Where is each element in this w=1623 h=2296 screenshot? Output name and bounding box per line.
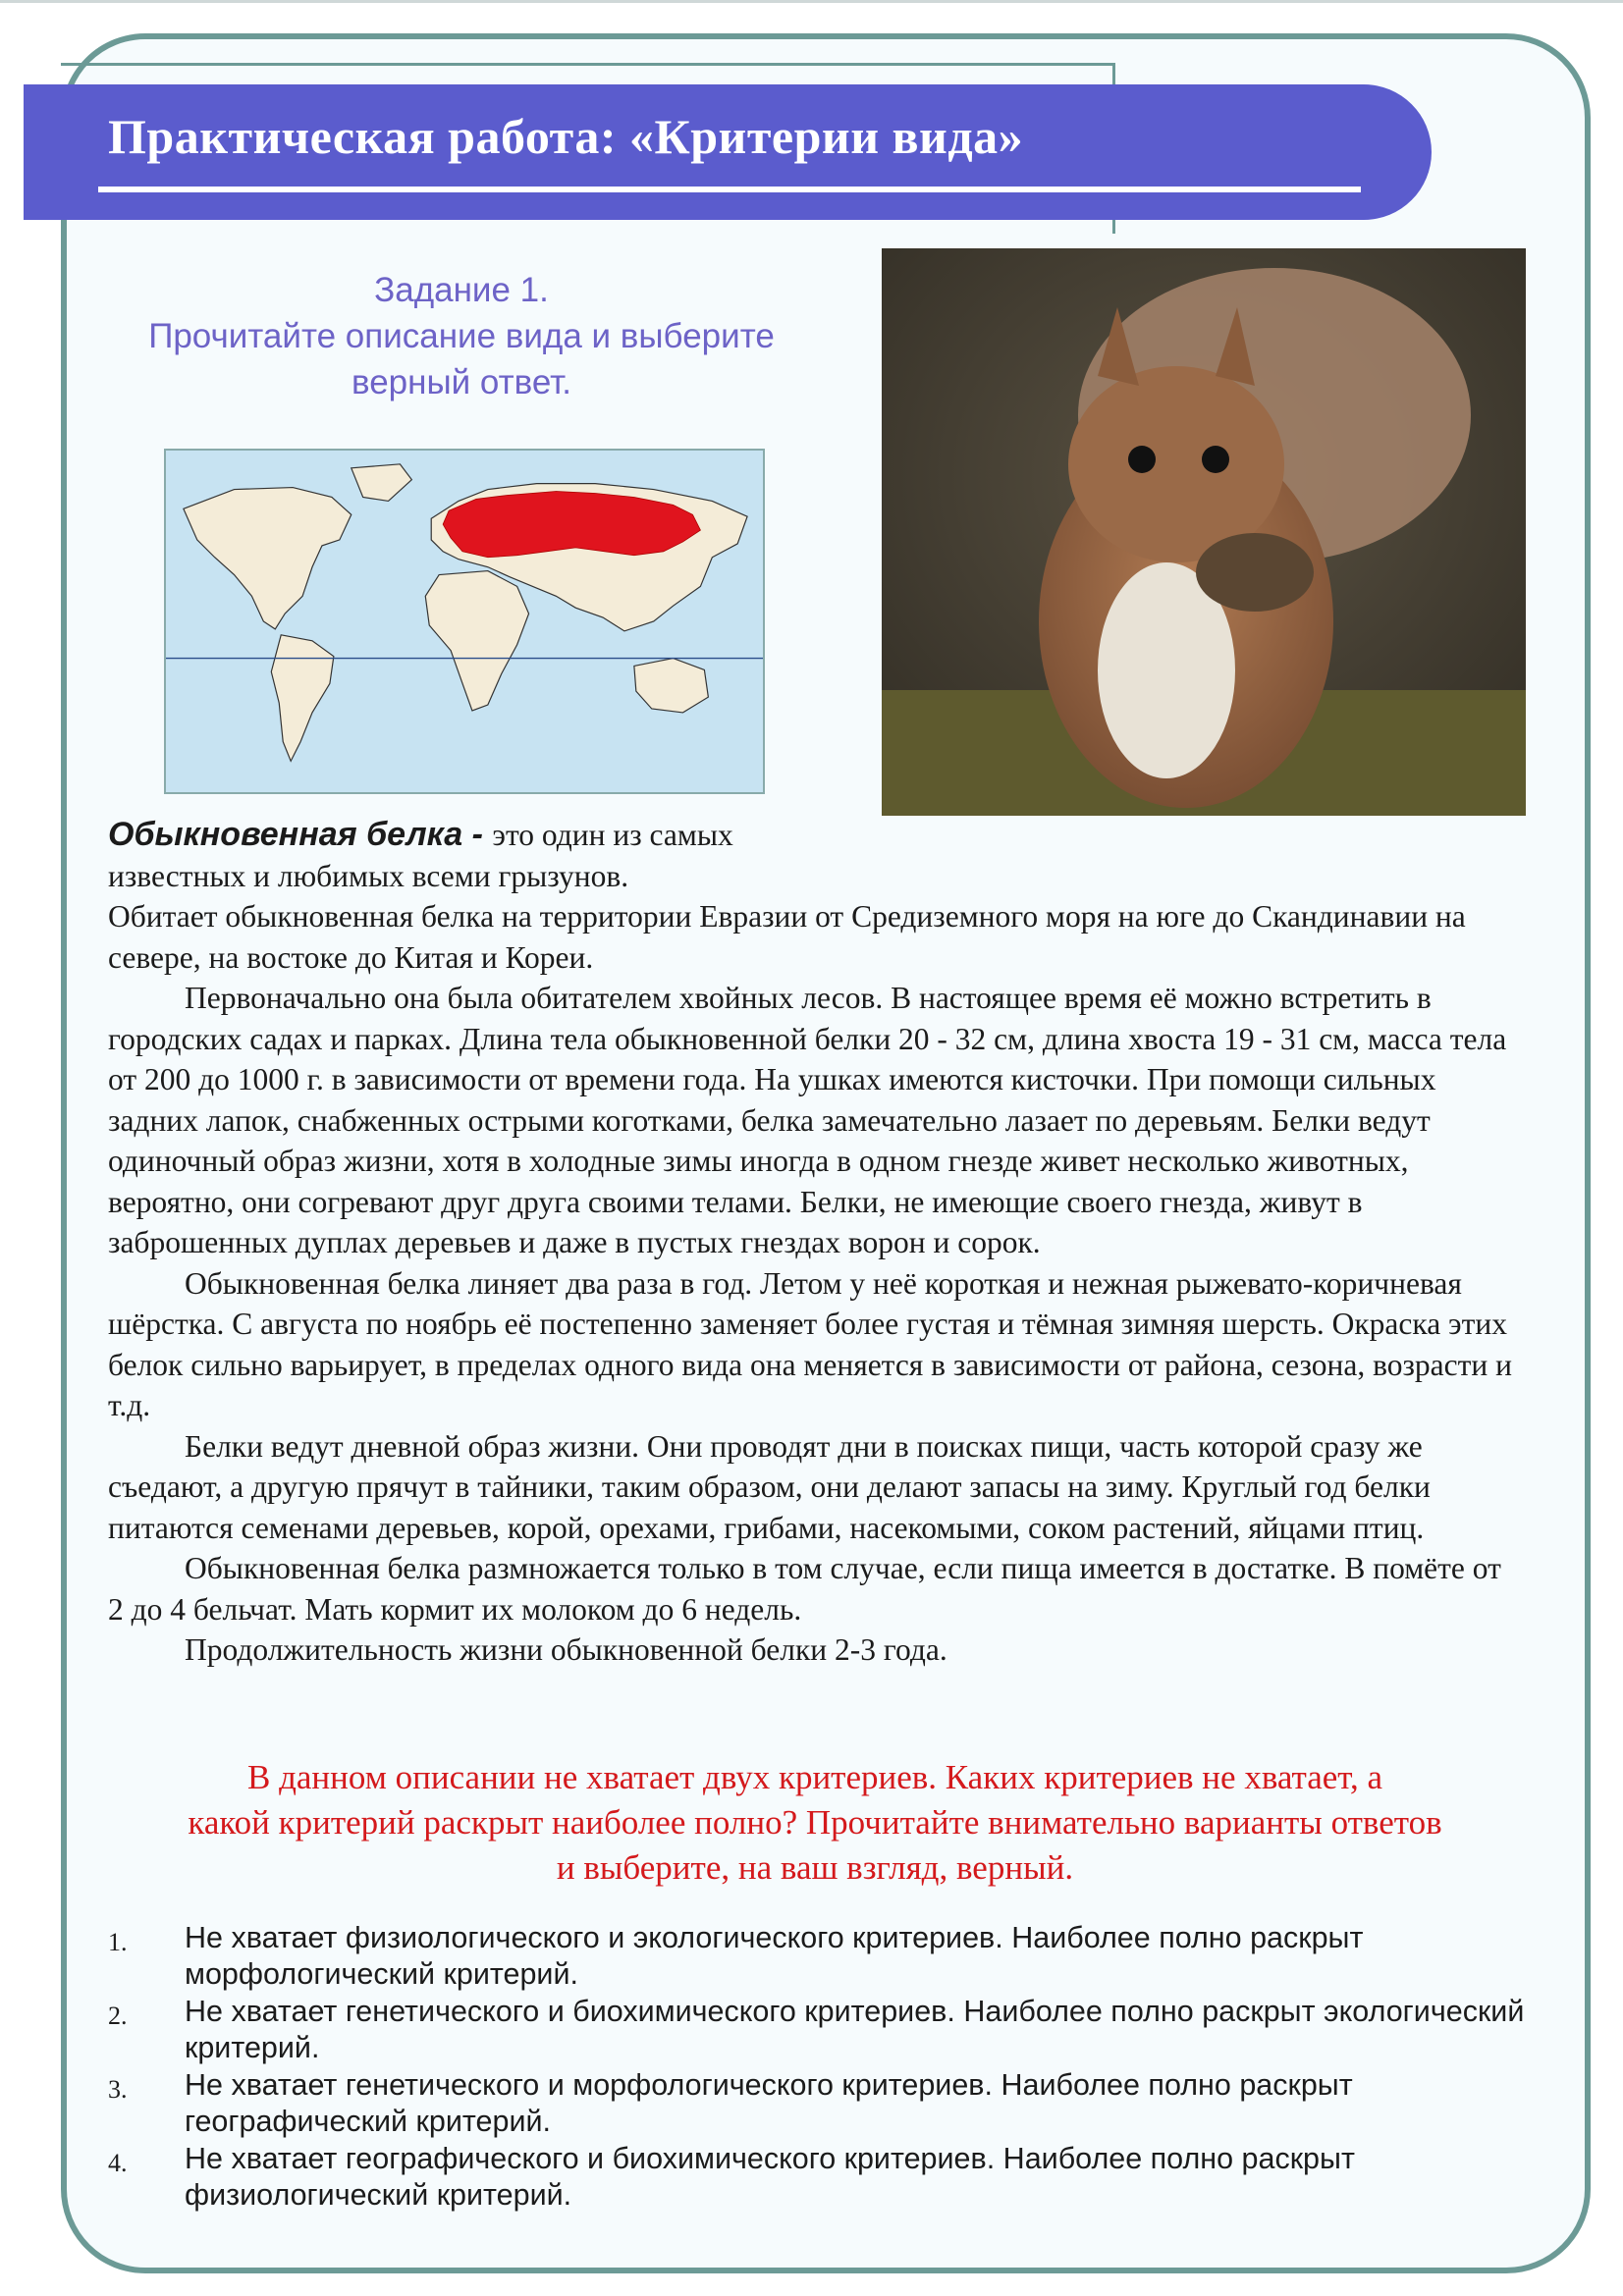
answer-options [108, 1920, 1532, 2215]
question-line2: какой критерий раскрыт наиболее полно? Прочитайте внимательно варианты ответов [188, 1803, 1442, 1842]
lifespan-paragraph: Продолжительность жизни обыкновенной белки 2-3 года. [185, 1632, 947, 1667]
intro-line2: известных и любимых всеми грызунов. [108, 858, 629, 893]
option-text: Не хватает географического и биохимического критериев. Наиболее полно раскрыт физиологический критерий. [185, 2142, 1355, 2212]
answer-option-3[interactable] [108, 2067, 1532, 2140]
question-line3: и выберите, на ваш взгляд, верный. [556, 1848, 1074, 1887]
species-name: Обыкновенная белка [108, 816, 463, 853]
option-number: 4. [108, 2149, 128, 2177]
title-underline [98, 187, 1361, 192]
answer-option-4[interactable] [108, 2141, 1532, 2214]
option-text: Не хватает генетического и биохимического критериев. Наиболее полно раскрыт экологический критерий. [185, 1995, 1525, 2064]
option-number: 1. [108, 1928, 128, 1956]
answer-option-2[interactable] [108, 1994, 1532, 2066]
option-text: Не хватает генетического и морфологического критериев. Наиболее полно раскрыт географический критерий. [185, 2068, 1353, 2138]
diet-paragraph: Белки ведут дневной образ жизни. Они проводят дни в поисках пищи, часть которой сразу же съедают, а другую прячут в тайники, таким образом, они делают запасы на зиму. Круглый год белки питаются семенами деревьев, корой, орехами, грибами, насекомыми, соком растений, яйцами птиц. [108, 1428, 1431, 1545]
intro-dash: - [462, 816, 493, 853]
description-text [108, 815, 1522, 1671]
task-number: Задание 1. [374, 271, 549, 309]
top-divider [0, 0, 1623, 3]
task-instruction-line1: Прочитайте описание вида и выберите [148, 317, 775, 355]
molting-paragraph: Обыкновенная белка линяет два раза в год. Летом у неё короткая и нежная рыжевато-коричневая шёрстка. С августа по ноябрь её постепенно заменяет более густая и тёмная зимняя шерсть. Окраска этих белок сильно варьирует, в пределах одного вида она меняется в зависимости от района, сезона, возрасти и т.д. [108, 1265, 1513, 1422]
question-line1: В данном описании не хватает двух критериев. Каких критериев не хватает, а [246, 1758, 1383, 1796]
task-heading [98, 267, 825, 405]
option-text: Не хватает физиологического и экологического критериев. Наиболее полно раскрыт морфологический критерий. [185, 1921, 1364, 1991]
option-number: 2. [108, 2002, 128, 2030]
morphology-paragraph: Первоначально она была обитателем хвойных лесов. В настоящее время её можно встретить в городских садах и парках. Длина тела обыкновенной белки 20 - 32 см, длина хвоста 19 - 31 см, масса тела от 200 до 1000 г. в зависимости от времени года. На ушках имеются кисточки. При помощи сильных задних лапок, снабженных острыми коготками, белка замечательно лазает по деревьям. Белки ведут одиночный образ жизни, хотя в холодные зимы иногда в одном гнезде живет несколько животных, вероятно, они согревают друг друга своими телами. Белки, не имеющие своего гнезда, живут в заброшенных дуплах деревьев и даже в пустых гнездах ворон и сорок. [108, 981, 1507, 1259]
page-title: Практическая работа: «Критерии вида» [108, 109, 1024, 164]
world-range-map [164, 449, 765, 794]
answer-option-1[interactable] [108, 1920, 1532, 1993]
squirrel-photo [882, 248, 1526, 816]
question-text [98, 1755, 1532, 1891]
reproduction-paragraph: Обыкновенная белка размножается только в том случае, если пища имеется в достатке. В помёте от 2 до 4 бельчат. Мать кормит их молоком до 6 недель. [108, 1551, 1501, 1627]
intro-line1 [108, 815, 1522, 856]
habitat-paragraph: Обитает обыкновенная белка на территории Евразии от Средиземного моря на юге до Скандинавии на севере, на востоке до Китая и Кореи. [108, 899, 1466, 975]
task-instruction-line2: верный ответ. [352, 363, 571, 401]
option-number: 3. [108, 2075, 128, 2104]
intro-rest: это один из самых [492, 818, 733, 852]
